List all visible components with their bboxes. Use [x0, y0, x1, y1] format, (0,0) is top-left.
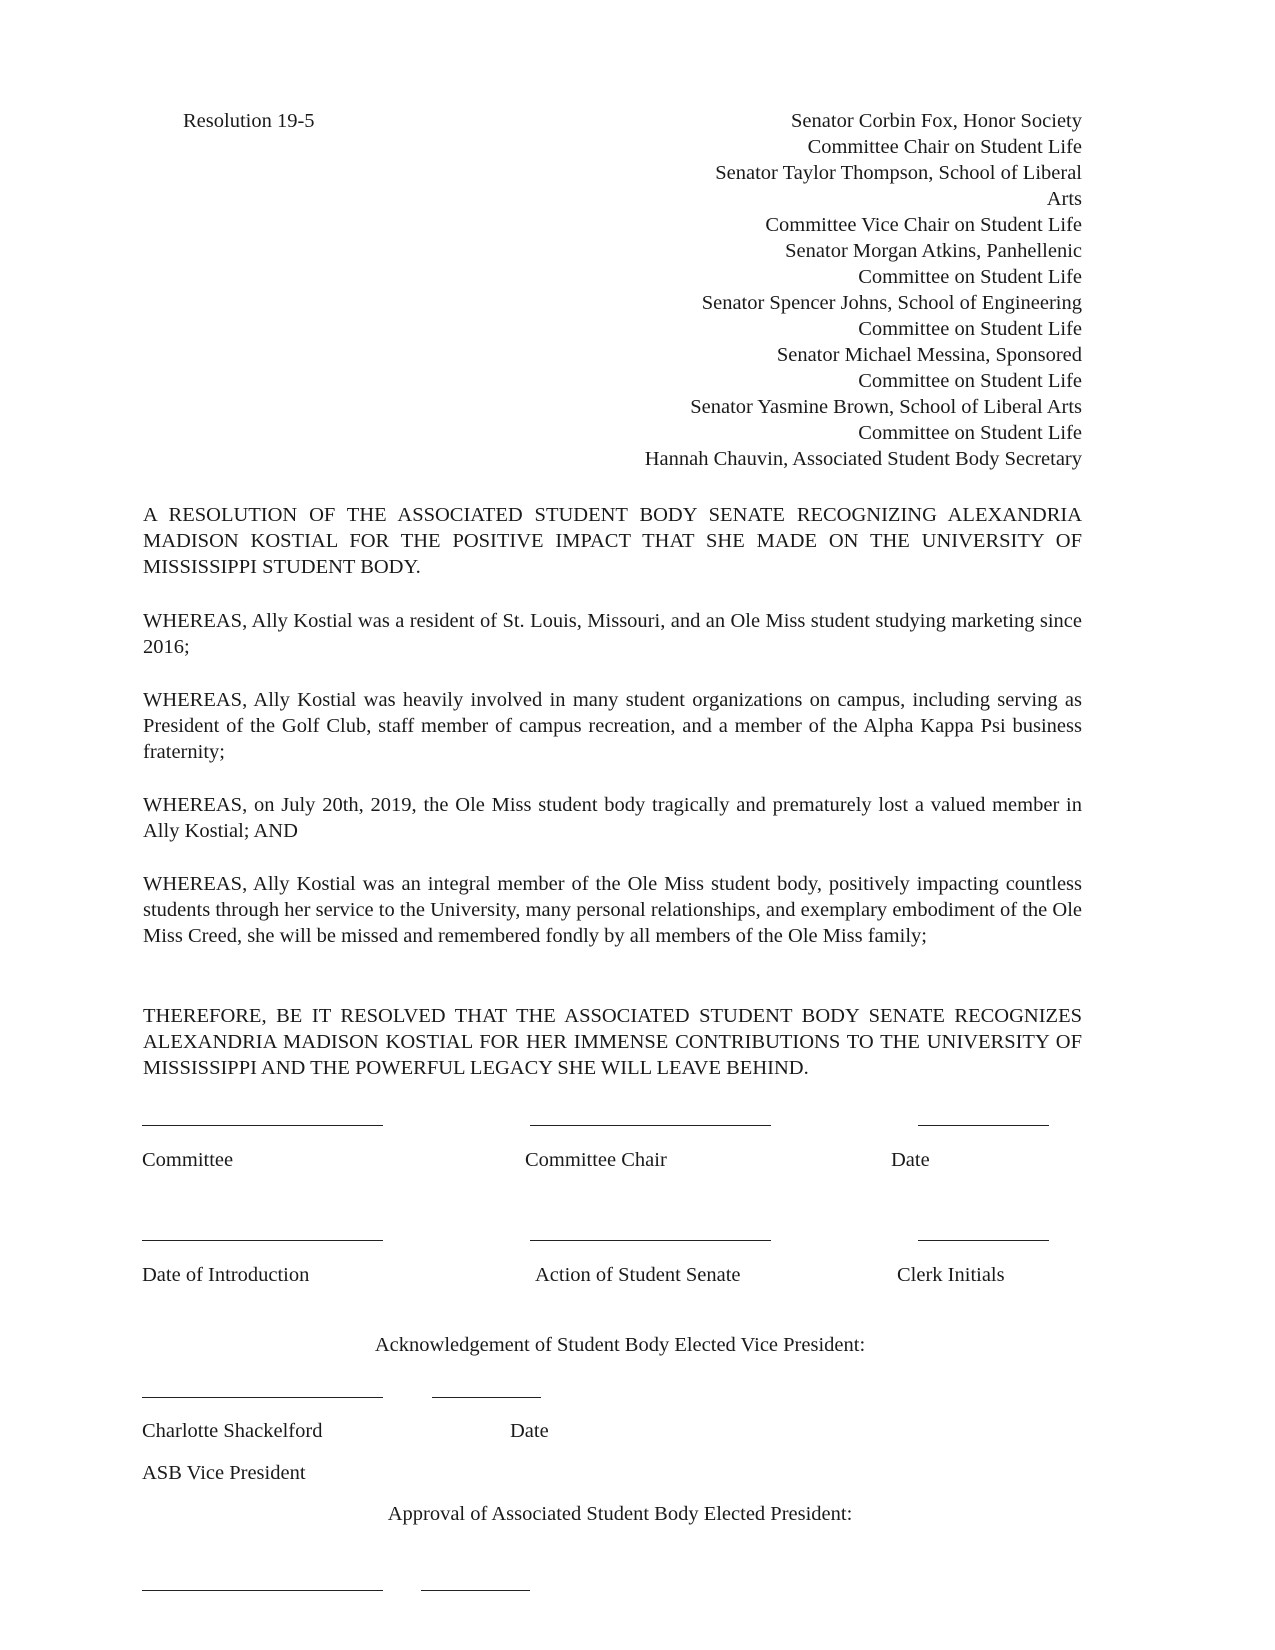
president-date-line	[421, 1590, 530, 1591]
sponsor-line: Senator Corbin Fox, Honor Society	[791, 110, 1082, 132]
action-of-senate-label: Action of Student Senate	[535, 1264, 741, 1286]
sponsor-line: Senator Morgan Atkins, Panhellenic	[785, 240, 1082, 262]
resolution-number: Resolution 19-5	[183, 110, 315, 132]
whereas-clause: WHEREAS, Ally Kostial was an integral member of the Ole Miss student body, positively impacting countless students through her service to the University, many personal relationships, and exemplary embodiment of the Ole Miss Creed, she will be missed and remembered fondly by all members of the Ole Miss family;	[143, 873, 1082, 947]
sponsor-line: Senator Spencer Johns, School of Engineering	[701, 292, 1082, 314]
whereas-clause: WHEREAS, on July 20th, 2019, the Ole Miss student body tragically and prematurely lost a valued member in Ally Kostial; AND	[143, 794, 1082, 842]
vp-date-line	[432, 1397, 541, 1398]
resolved-clause: THEREFORE, BE IT RESOLVED THAT THE ASSOCIATED STUDENT BODY SENATE RECOGNIZES ALEXANDRIA MADISON KOSTIAL FOR HER IMMENSE CONTRIBUTIONS TO THE UNIVERSITY OF MISSISSIPPI AND THE POWERFUL LEGACY SHE WILL LEAVE BEHIND.	[143, 1005, 1082, 1079]
committee-chair-label: Committee Chair	[525, 1149, 667, 1171]
sponsor-line: Committee on Student Life	[858, 422, 1082, 444]
sponsor-line: Committee on Student Life	[858, 318, 1082, 340]
committee-chair-signature-line	[530, 1125, 771, 1126]
committee-label: Committee	[142, 1149, 234, 1171]
date-of-introduction-line	[142, 1240, 383, 1241]
vp-signature-line	[142, 1397, 383, 1398]
vp-acknowledgement-heading: Acknowledgement of Student Body Elected Vice President:	[374, 1334, 866, 1356]
clerk-initials-label: Clerk Initials	[897, 1264, 1005, 1286]
sponsor-line: Committee Chair on Student Life	[807, 136, 1082, 158]
sponsor-line: Committee Vice Chair on Student Life	[765, 214, 1082, 236]
date-label: Date	[891, 1149, 930, 1171]
whereas-clause: WHEREAS, Ally Kostial was a resident of St. Louis, Missouri, and an Ole Miss student studying marketing since 2016;	[143, 610, 1082, 658]
clerk-initials-line	[918, 1240, 1049, 1241]
sponsor-line: Arts	[1046, 188, 1082, 210]
vp-title: ASB Vice President	[142, 1462, 306, 1484]
date-of-introduction-label: Date of Introduction	[142, 1264, 310, 1286]
sponsor-line: Committee on Student Life	[858, 370, 1082, 392]
whereas-clause: WHEREAS, Ally Kostial was heavily involved in many student organizations on campus, including serving as President of the Golf Club, staff member of campus recreation, and a member of the Alpha Kappa Psi business fraternity;	[143, 689, 1082, 763]
action-of-senate-line	[530, 1240, 771, 1241]
sponsor-line: Senator Michael Messina, Sponsored	[776, 344, 1082, 366]
vp-name: Charlotte Shackelford	[142, 1420, 323, 1442]
sponsor-list	[562, 108, 1082, 472]
sponsor-line: Hannah Chauvin, Associated Student Body Secretary	[644, 448, 1082, 470]
president-signature-line	[142, 1590, 383, 1591]
committee-signature-line	[142, 1125, 383, 1126]
sponsor-line: Senator Taylor Thompson, School of Liberal	[715, 162, 1082, 184]
sponsor-line: Senator Yasmine Brown, School of Liberal Arts	[690, 396, 1082, 418]
resolution-title: A RESOLUTION OF THE ASSOCIATED STUDENT BODY SENATE RECOGNIZING ALEXANDRIA MADISON KOSTIAL FOR THE POSITIVE IMPACT THAT SHE MADE ON THE UNIVERSITY OF MISSISSIPPI STUDENT BODY.	[143, 504, 1082, 578]
vp-date-label: Date	[510, 1420, 549, 1442]
president-approval-heading: Approval of Associated Student Body Elected President:	[387, 1503, 853, 1525]
date-signature-line	[918, 1125, 1049, 1126]
sponsor-line: Committee on Student Life	[858, 266, 1082, 288]
